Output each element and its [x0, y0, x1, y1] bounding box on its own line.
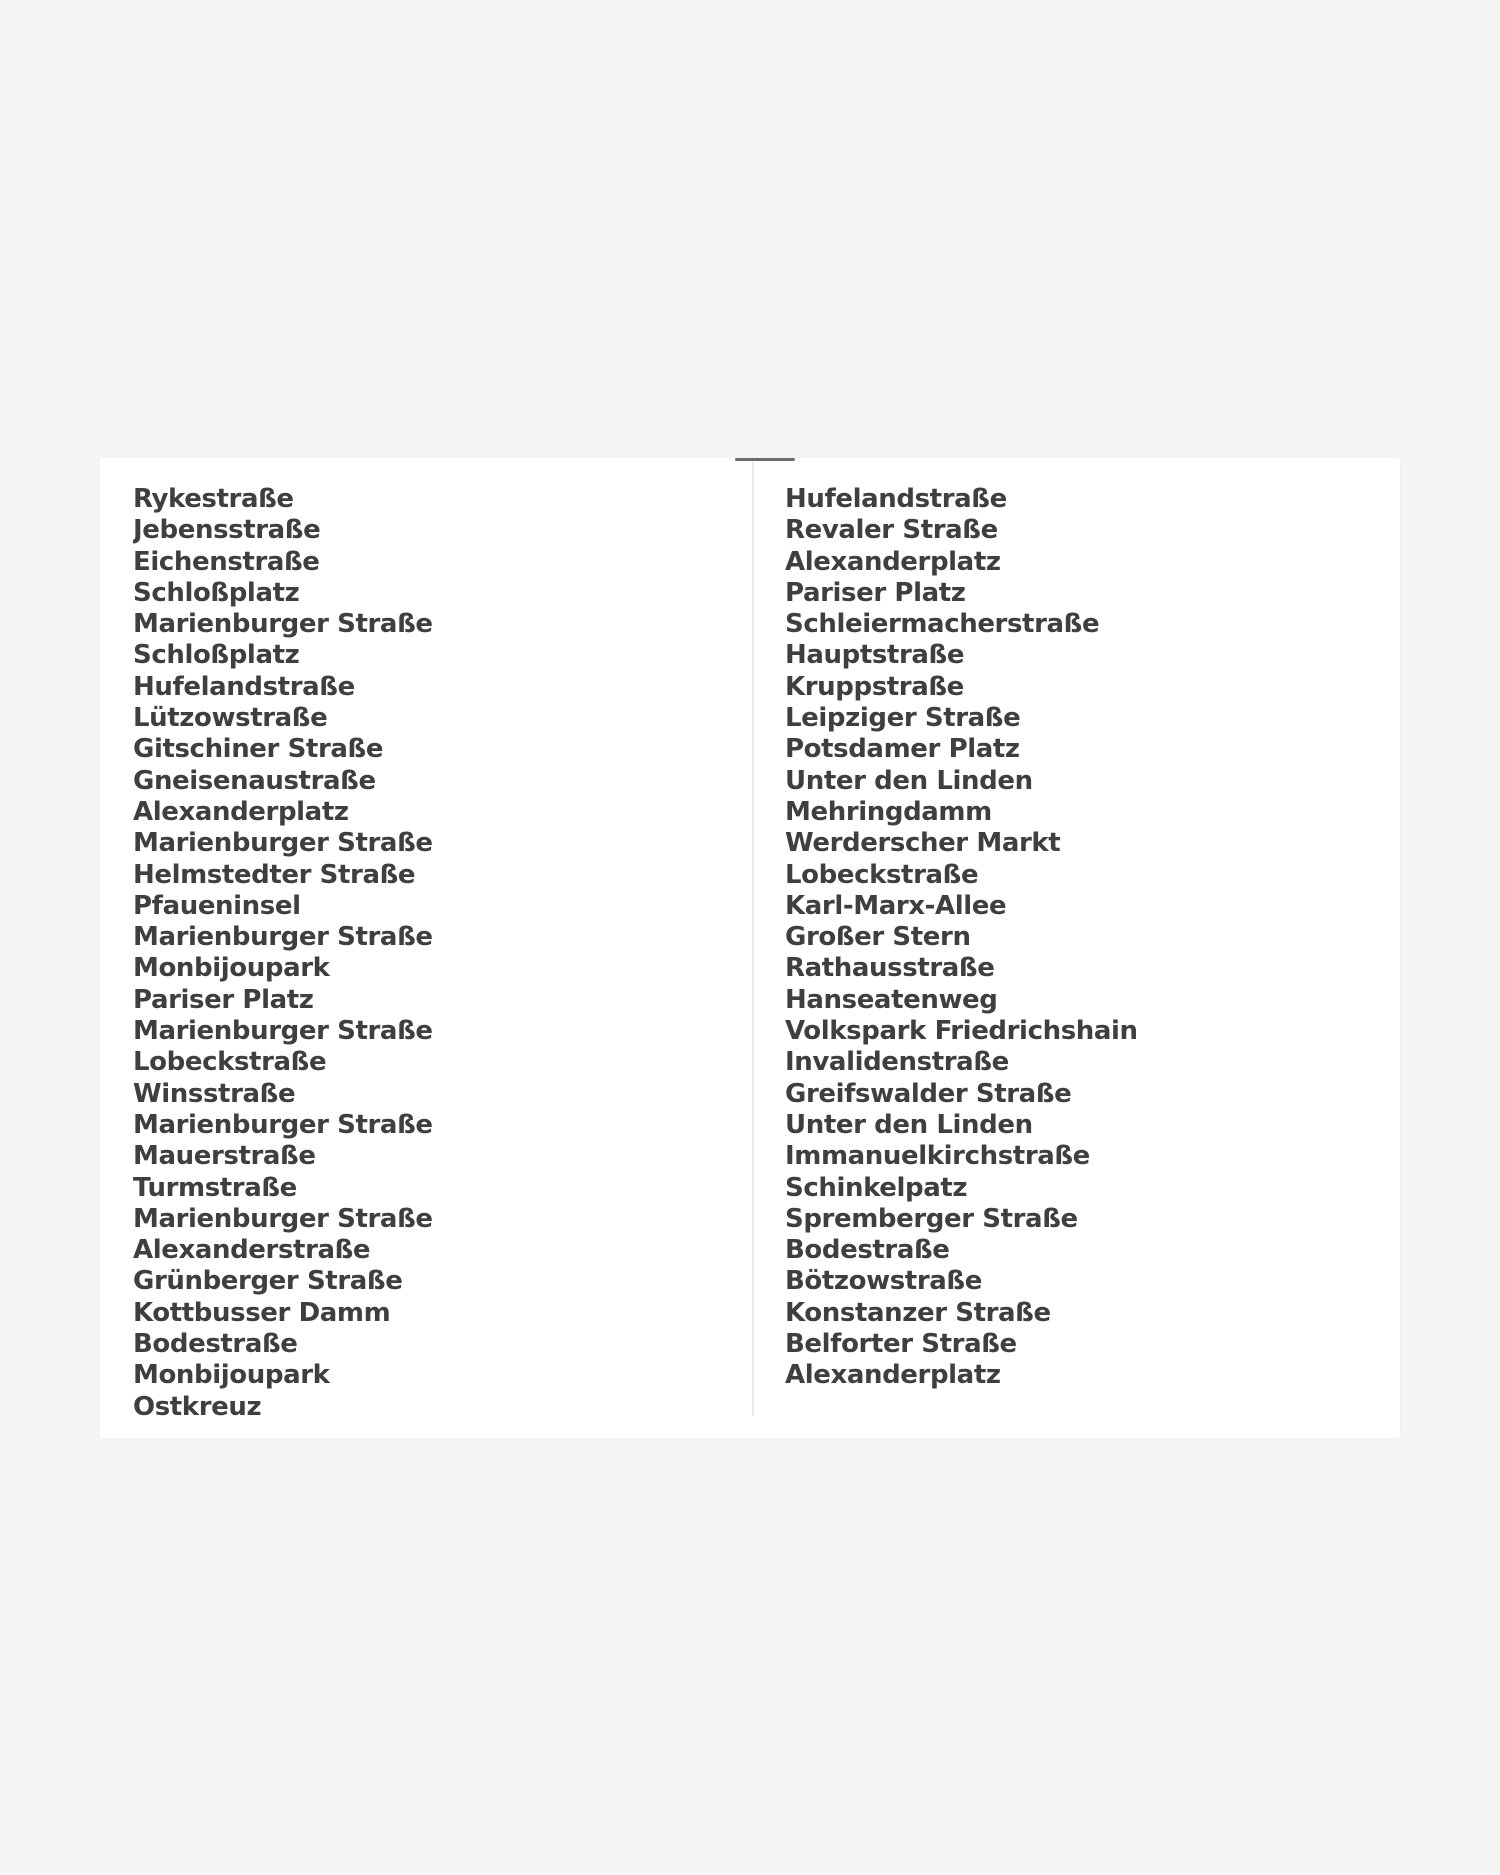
street-list-item: Alexanderplatz: [133, 796, 349, 827]
booklet-spine: [752, 458, 754, 1416]
street-list-item: Jebensstraße: [133, 515, 321, 546]
street-list-item: Rathausstraße: [785, 953, 995, 984]
street-list-item: Volkspark Friedrichshain: [785, 1016, 1138, 1047]
street-list-item: Marienburger Straße: [133, 1109, 433, 1140]
street-list-item: Marienburger Straße: [133, 609, 433, 640]
street-list-item: Schloßplatz: [133, 640, 300, 671]
street-list-item: Schleiermacherstraße: [785, 609, 1100, 640]
street-list-item: Monbijoupark: [133, 1360, 330, 1391]
left-page: [133, 484, 733, 1416]
street-list-item: Winsstraße: [133, 1078, 296, 1109]
street-list-item: Gitschiner Straße: [133, 734, 384, 765]
street-list-item: Mauerstraße: [133, 1141, 316, 1172]
street-list-item: Unter den Linden: [785, 765, 1033, 796]
street-list-item: Immanuelkirchstraße: [785, 1141, 1090, 1172]
street-list-item: Leipziger Straße: [785, 703, 1021, 734]
street-list-item: Monbijoupark: [133, 953, 330, 984]
street-list-item: Großer Stern: [785, 922, 971, 953]
street-list-item: Ostkreuz: [133, 1391, 262, 1416]
street-list-item: Kruppstraße: [785, 671, 964, 702]
street-list-item: Bodestraße: [133, 1329, 298, 1360]
street-list-item: Pariser Platz: [785, 577, 966, 608]
street-list-item: Grünberger Straße: [133, 1266, 403, 1297]
street-list-item: Eichenstraße: [133, 546, 320, 577]
street-list-item: Werderscher Markt: [785, 828, 1061, 859]
street-list-item: Marienburger Straße: [133, 1203, 433, 1234]
street-list-item: Rykestraße: [133, 484, 294, 514]
street-list-item: Schinkelpatz: [785, 1172, 968, 1203]
street-list-item: Pariser Platz: [133, 984, 314, 1015]
right-page: [785, 484, 1385, 1416]
street-list-item: Alexanderplatz: [785, 1360, 1001, 1391]
street-list-item: Invalidenstraße: [785, 1047, 1009, 1078]
street-list-item: Hanseatenweg: [785, 984, 998, 1015]
street-list-item: Pfaueninsel: [133, 890, 301, 921]
street-list-item: Lützowstraße: [133, 703, 328, 734]
street-list-item: Schloßplatz: [133, 577, 300, 608]
street-list-item: Revaler Straße: [785, 515, 998, 546]
street-list-item: Marienburger Straße: [133, 828, 433, 859]
street-list-item: Potsdamer Platz: [785, 734, 1020, 765]
left-street-list: [133, 484, 733, 1416]
street-list-item: Bodestraße: [785, 1235, 950, 1266]
street-list-item: Spremberger Straße: [785, 1203, 1078, 1234]
street-list-item: Lobeckstraße: [785, 859, 979, 890]
street-list-item: Alexanderstraße: [133, 1235, 371, 1266]
street-list-item: Bötzowstraße: [785, 1266, 982, 1297]
booklet-spread: [100, 458, 1400, 1438]
street-list-item: Hufelandstraße: [785, 484, 1007, 514]
street-list-item: Marienburger Straße: [133, 922, 433, 953]
street-list-item: Unter den Linden: [785, 1109, 1033, 1140]
street-list-item: Helmstedter Straße: [133, 859, 416, 890]
street-list-item: Hufelandstraße: [133, 671, 355, 702]
street-list-item: Karl-Marx-Allee: [785, 890, 1007, 921]
street-list-item: Alexanderplatz: [785, 546, 1001, 577]
street-list-item: Kottbusser Damm: [133, 1297, 391, 1328]
street-list-item: Belforter Straße: [785, 1329, 1017, 1360]
street-list-item: Marienburger Straße: [133, 1016, 433, 1047]
street-list-item: Gneisenaustraße: [133, 765, 376, 796]
street-list-item: Lobeckstraße: [133, 1047, 327, 1078]
right-street-list: [785, 484, 1385, 1392]
street-list-item: Konstanzer Straße: [785, 1297, 1051, 1328]
street-list-item: Hauptstraße: [785, 640, 965, 671]
street-list-item: Greifswalder Straße: [785, 1078, 1072, 1109]
street-list-item: Mehringdamm: [785, 796, 992, 827]
street-list-item: Turmstraße: [133, 1172, 297, 1203]
spine-binding-mark: [735, 458, 795, 461]
